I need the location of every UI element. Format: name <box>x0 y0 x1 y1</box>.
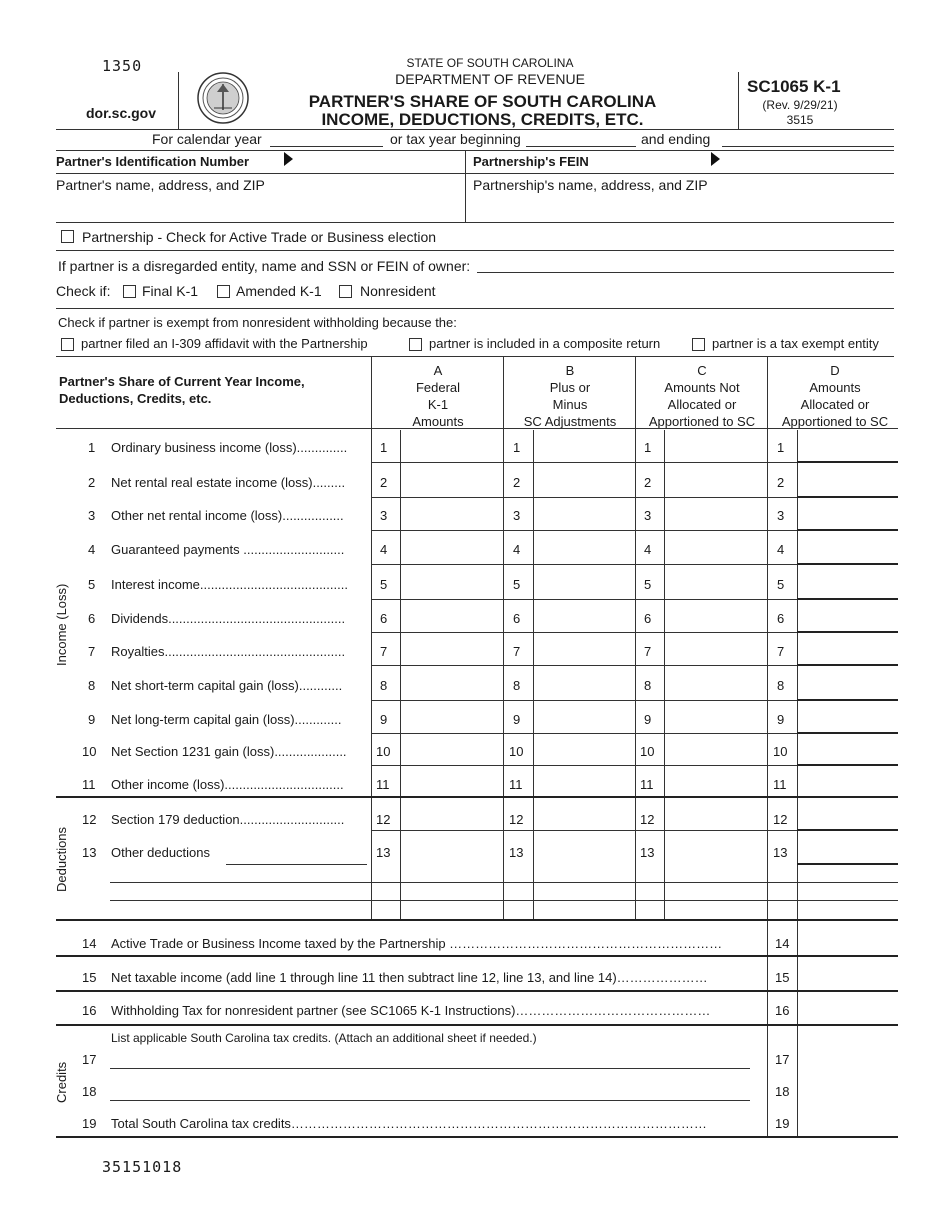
line-13-col-c-amount-field[interactable] <box>667 837 765 865</box>
line-9-label: Net long-term capital gain (loss)............. <box>111 712 342 727</box>
website: dor.sc.gov <box>86 105 157 121</box>
column-d-line2: Allocated or <box>800 397 870 412</box>
column-b-line1: Plus or <box>549 380 591 395</box>
line-7-number: 7 <box>88 644 96 659</box>
partner-id-field[interactable] <box>300 152 460 170</box>
line-2-col-a-box-number: 2 <box>380 475 388 490</box>
column-b-number-divider <box>533 430 534 920</box>
exempt-label: Check if partner is exempt from nonresident withholding because the: <box>58 315 457 330</box>
column-d-row-rule <box>797 529 898 531</box>
line-11-col-d-amount-field[interactable] <box>800 769 898 797</box>
partner-name-label: Partner's name, address, and ZIP <box>56 177 265 193</box>
line-12-col-a-amount-field[interactable] <box>403 804 501 832</box>
disregarded-owner-field[interactable] <box>477 272 894 273</box>
id-section-bottom-rule <box>56 222 894 223</box>
line-5-col-d-amount-field[interactable] <box>800 569 898 597</box>
line-3-col-d-box-number: 3 <box>777 508 785 523</box>
column-c-number-divider <box>664 430 665 920</box>
line-11-label: Other income (loss)................................. <box>111 777 344 792</box>
column-a-line2: K-1 <box>427 397 449 412</box>
line-13-number: 13 <box>82 845 97 860</box>
line-13-col-d-box-number: 13 <box>773 845 788 860</box>
line-14-label: Active Trade or Business Income taxed by the Partnership ……………………………………………………… <box>111 936 723 951</box>
line-18-number: 18 <box>82 1084 97 1099</box>
share-label-line1: Partner's Share of Current Year Income, <box>59 374 305 389</box>
line-19-label: Total South Carolina tax credits…………………………………………………………………………………… <box>111 1116 707 1131</box>
line-16-amount-field[interactable] <box>800 994 896 1022</box>
line-4-label: Guaranteed payments ............................ <box>111 542 345 557</box>
line-4-col-a-box-number: 4 <box>380 542 388 557</box>
line-12-col-c-box-number: 12 <box>640 812 655 827</box>
line-18-credit-description-field[interactable] <box>110 1100 750 1101</box>
partner-id-label: Partner's Identification Number <box>56 154 250 169</box>
column-a-letter: A <box>433 363 443 378</box>
column-a-header <box>372 362 504 430</box>
line-5-col-a-box-number: 5 <box>380 577 388 592</box>
form-id: SC1065 K-1 <box>747 77 841 96</box>
credits-instruction: List applicable South Carolina tax credits. (Attach an additional sheet if needed.) <box>111 1031 537 1045</box>
table-top-rule <box>56 356 894 357</box>
column-c-line2: Allocated or <box>667 397 737 412</box>
calendar-year-label: For calendar year <box>152 131 262 147</box>
line-7-col-d-box-number: 7 <box>777 644 785 659</box>
line-6-col-d-amount-field[interactable] <box>800 603 898 631</box>
line-11-col-b-amount-field[interactable] <box>536 769 634 797</box>
line-12-col-b-box-number: 12 <box>509 812 524 827</box>
header-divider-right <box>738 72 739 129</box>
line-13-col-a-amount-field[interactable] <box>403 837 501 865</box>
line-6-col-d-box-number: 6 <box>777 611 785 626</box>
deduction-extra-line-2[interactable] <box>110 900 898 901</box>
column-b-line3: SC Adjustments <box>523 414 617 429</box>
line-8-col-d-box-number: 8 <box>777 678 785 693</box>
department-name: DEPARTMENT OF REVENUE <box>395 71 585 87</box>
line-2-col-d-box-number: 2 <box>777 475 785 490</box>
line-10-col-b-amount-field[interactable] <box>536 736 634 764</box>
line-9-col-b-amount-field[interactable] <box>536 704 634 732</box>
line-18-box-number: 18 <box>775 1084 790 1099</box>
line-5-number: 5 <box>88 577 96 592</box>
line-6-col-a-amount-field[interactable] <box>403 603 501 631</box>
amended-k1-label: Amended K-1 <box>236 283 322 299</box>
line-9-col-d-amount-field[interactable] <box>800 704 898 732</box>
form-number: 3515 <box>786 113 814 127</box>
line-11-col-d-box-number: 11 <box>773 777 787 792</box>
line-14-box-number: 14 <box>775 936 790 951</box>
column-c-line1: Amounts Not <box>664 380 740 395</box>
line-3-col-d-amount-field[interactable] <box>800 500 898 528</box>
exempt-tax-exempt-label: partner is a tax exempt entity <box>712 336 879 351</box>
line-12-number: 12 <box>82 812 97 827</box>
line-19-box-number: 19 <box>775 1116 790 1131</box>
line-5-label: Interest income......................................... <box>111 577 348 592</box>
lower-amount-left-border <box>767 921 768 1137</box>
nonresident-label: Nonresident <box>360 283 436 299</box>
line-9-col-c-box-number: 9 <box>644 712 652 727</box>
line-10-col-a-amount-field[interactable] <box>403 736 501 764</box>
line-1-label: Ordinary business income (loss).............. <box>111 440 348 455</box>
line-9-col-a-amount-field[interactable] <box>403 704 501 732</box>
column-b-left-border <box>503 356 504 920</box>
line-7-label: Royalties.................................................. <box>111 644 346 659</box>
column-d-row-rule <box>797 563 898 565</box>
line-8-col-c-box-number: 8 <box>644 678 652 693</box>
line-14-number: 14 <box>82 936 97 951</box>
id-section-divider <box>465 150 466 222</box>
line-1-col-d-amount-field[interactable] <box>800 432 898 460</box>
line-2-col-d-amount-field[interactable] <box>800 467 898 495</box>
column-d-row-rule <box>797 829 898 831</box>
credits-section-label: Credits <box>54 1061 69 1103</box>
line-3-col-b-box-number: 3 <box>513 508 521 523</box>
revision: (Rev. 9/29/21) <box>762 98 838 112</box>
line-4-col-c-box-number: 4 <box>644 542 652 557</box>
other-deductions-description-field[interactable] <box>226 864 367 865</box>
line-4-col-a-amount-field[interactable] <box>403 534 501 562</box>
line-10-col-a-box-number: 10 <box>376 744 391 759</box>
line-2-col-a-amount-field[interactable] <box>403 467 501 495</box>
line-12-col-b-amount-field[interactable] <box>536 804 634 832</box>
line-9-col-c-amount-field[interactable] <box>667 704 765 732</box>
line-17-credit-description-field[interactable] <box>110 1068 750 1069</box>
line-12-col-d-box-number: 12 <box>773 812 788 827</box>
line-10-col-c-amount-field[interactable] <box>667 736 765 764</box>
line-5-col-c-amount-field[interactable] <box>667 569 765 597</box>
line-7-col-b-box-number: 7 <box>513 644 521 659</box>
line-9-col-b-box-number: 9 <box>513 712 521 727</box>
line-16-number: 16 <box>82 1003 97 1018</box>
line-8-number: 8 <box>88 678 96 693</box>
line-13-col-b-box-number: 13 <box>509 845 524 860</box>
line-13-col-b-amount-field[interactable] <box>536 837 634 865</box>
state-seal-icon <box>194 72 252 124</box>
line-11-col-a-box-number: 11 <box>376 777 390 792</box>
column-d-row-rule <box>797 732 898 734</box>
line-2-col-c-box-number: 2 <box>644 475 652 490</box>
column-d-row-rule <box>797 598 898 600</box>
line-5-col-c-box-number: 5 <box>644 577 652 592</box>
line-1-col-a-box-number: 1 <box>380 440 388 455</box>
line-7-col-c-amount-field[interactable] <box>667 636 765 664</box>
line-10-col-d-amount-field[interactable] <box>800 736 898 764</box>
partnership-fein-field[interactable] <box>725 152 890 170</box>
line-2-col-b-amount-field[interactable] <box>536 467 634 495</box>
barcode-text: 35151018 <box>102 1158 183 1176</box>
column-d-line1: Amounts <box>809 380 861 395</box>
check-rule-1 <box>56 250 894 251</box>
header-divider-left <box>178 72 179 129</box>
line-9-number: 9 <box>88 712 96 727</box>
line-19-number: 19 <box>82 1116 97 1131</box>
line-5-col-a-amount-field[interactable] <box>403 569 501 597</box>
exempt-composite-checkbox[interactable] <box>409 338 422 351</box>
line-16-label: Withholding Tax for nonresident partner (see SC1065 K-1 Instructions)……………………………………… <box>111 1003 711 1018</box>
column-d-number-divider <box>797 430 798 920</box>
line-1-col-c-amount-field[interactable] <box>667 432 765 460</box>
line-12-col-d-amount-field[interactable] <box>800 804 898 832</box>
arrow-right-icon <box>711 152 720 166</box>
form-code-top: 1350 <box>102 57 143 75</box>
final-k1-checkbox[interactable] <box>123 285 136 298</box>
line-6-col-b-box-number: 6 <box>513 611 521 626</box>
line-8-col-d-amount-field[interactable] <box>800 670 898 698</box>
line-17-number: 17 <box>82 1052 97 1067</box>
tax-year-begin-field[interactable] <box>526 146 636 147</box>
table-header-rule <box>56 428 898 429</box>
line-3-col-c-box-number: 3 <box>644 508 652 523</box>
line-8-col-c-amount-field[interactable] <box>667 670 765 698</box>
exempt-i309-checkbox[interactable] <box>61 338 74 351</box>
line-4-number: 4 <box>88 542 96 557</box>
line-7-col-a-box-number: 7 <box>380 644 388 659</box>
line-8-col-b-box-number: 8 <box>513 678 521 693</box>
line-15-box-number: 15 <box>775 970 790 985</box>
exempt-composite-label: partner is included in a composite return <box>429 336 661 351</box>
check-rule-2 <box>56 308 894 309</box>
line-8-col-a-box-number: 8 <box>380 678 388 693</box>
line-8-col-b-amount-field[interactable] <box>536 670 634 698</box>
line-11-col-c-amount-field[interactable] <box>667 769 765 797</box>
check-if-label: Check if: <box>56 283 111 299</box>
column-a-line3: Amounts <box>412 414 464 429</box>
calendar-year-field[interactable] <box>270 146 383 147</box>
line-17-amount-field[interactable] <box>800 1045 896 1071</box>
line-1-number: 1 <box>88 440 96 455</box>
line-13-col-c-box-number: 13 <box>640 845 655 860</box>
line-6-col-a-box-number: 6 <box>380 611 388 626</box>
line-3-col-b-amount-field[interactable] <box>536 500 634 528</box>
column-a-number-divider <box>400 430 401 920</box>
line-8-col-a-amount-field[interactable] <box>403 670 501 698</box>
line-2-col-b-box-number: 2 <box>513 475 521 490</box>
line-13-col-a-box-number: 13 <box>376 845 391 860</box>
line-4-col-b-amount-field[interactable] <box>536 534 634 562</box>
line-1-col-c-box-number: 1 <box>644 440 652 455</box>
id-row-rule <box>56 173 894 174</box>
partnership-name-label: Partnership's name, address, and ZIP <box>473 177 708 193</box>
active-trade-checkbox[interactable] <box>61 230 74 243</box>
column-d-row-rule <box>797 664 898 666</box>
line-13-label: Other deductions <box>111 845 211 860</box>
line-5-col-b-amount-field[interactable] <box>536 569 634 597</box>
column-d-row-rule <box>797 461 898 463</box>
column-c-header <box>636 362 768 430</box>
line-7-col-c-box-number: 7 <box>644 644 652 659</box>
deductions-section-label: Deductions <box>54 826 69 892</box>
column-b-line2: Minus <box>552 397 588 412</box>
line-6-col-c-amount-field[interactable] <box>667 603 765 631</box>
line-18-amount-field[interactable] <box>800 1077 896 1103</box>
exempt-i309-label: partner filed an I-309 affidavit with the Partnership <box>81 336 368 351</box>
final-k1-label: Final K-1 <box>142 283 199 299</box>
line-11-number: 11 <box>82 777 96 792</box>
line-1-col-d-box-number: 1 <box>777 440 785 455</box>
column-d-row-rule <box>797 496 898 498</box>
line-12-col-a-box-number: 12 <box>376 812 391 827</box>
column-b-letter: B <box>565 363 575 378</box>
line-3-number: 3 <box>88 508 96 523</box>
line-14-rule <box>56 955 898 957</box>
exempt-tax-exempt-checkbox[interactable] <box>692 338 705 351</box>
line-11-col-a-amount-field[interactable] <box>403 769 501 797</box>
column-c-left-border <box>635 356 636 920</box>
arrow-right-icon <box>284 152 293 166</box>
line-15-rule <box>56 990 898 992</box>
line-2-col-c-amount-field[interactable] <box>667 467 765 495</box>
line-19-amount-field[interactable] <box>800 1109 896 1135</box>
amended-k1-checkbox[interactable] <box>217 285 230 298</box>
line-1-col-b-amount-field[interactable] <box>536 432 634 460</box>
column-d-row-rule <box>797 699 898 701</box>
column-d-line3: Apportioned to SC <box>781 414 889 429</box>
line-6-number: 6 <box>88 611 96 626</box>
tax-year-ending-label: and ending <box>641 131 711 147</box>
line-12-label: Section 179 deduction............................. <box>111 812 345 827</box>
line-7-col-d-amount-field[interactable] <box>800 636 898 664</box>
line-6-label: Dividends................................................. <box>111 611 346 626</box>
line-16-rule <box>56 1024 898 1026</box>
line-14-amount-field[interactable] <box>800 925 896 953</box>
column-d-row-rule <box>797 764 898 766</box>
line-5-col-d-box-number: 5 <box>777 577 785 592</box>
active-trade-label: Partnership - Check for Active Trade or Business election <box>82 229 437 245</box>
deductions-section-bottom-rule <box>56 919 898 921</box>
line-10-col-d-box-number: 10 <box>773 744 788 759</box>
line-1-col-b-box-number: 1 <box>513 440 521 455</box>
column-c-line3: Apportioned to SC <box>648 414 756 429</box>
line-10-number: 10 <box>82 744 97 759</box>
state-name: STATE OF SOUTH CAROLINA <box>406 56 574 70</box>
share-label-line2: Deductions, Credits, etc. <box>59 391 212 406</box>
line-3-label: Other net rental income (loss)................. <box>111 508 344 523</box>
line-15-amount-field[interactable] <box>800 959 896 987</box>
line-4-col-b-box-number: 4 <box>513 542 521 557</box>
line-16-box-number: 16 <box>775 1003 790 1018</box>
line-7-col-b-amount-field[interactable] <box>536 636 634 664</box>
partnership-fein-label: Partnership's FEIN <box>473 154 589 169</box>
line-3-col-c-amount-field[interactable] <box>667 500 765 528</box>
line-10-label: Net Section 1231 gain (loss).................... <box>111 744 347 759</box>
id-section-top-rule <box>56 150 894 151</box>
partner-name-field[interactable] <box>56 195 461 220</box>
column-d-left-border <box>767 356 768 920</box>
line-11-col-c-box-number: 11 <box>640 777 654 792</box>
disregarded-label: If partner is a disregarded entity, name and SSN or FEIN of owner: <box>58 258 471 274</box>
partnership-name-field[interactable] <box>473 195 891 220</box>
line-10-col-b-box-number: 10 <box>509 744 524 759</box>
line-8-label: Net short-term capital gain (loss)............ <box>111 678 343 693</box>
line-12-col-c-amount-field[interactable] <box>667 804 765 832</box>
line-4-col-d-amount-field[interactable] <box>800 534 898 562</box>
header-rule <box>56 129 894 130</box>
line-13-col-d-amount-field[interactable] <box>800 837 898 865</box>
line-6-col-c-box-number: 6 <box>644 611 652 626</box>
lower-number-divider <box>797 921 798 1137</box>
line-9-col-a-box-number: 9 <box>380 712 388 727</box>
column-a-line1: Federal <box>415 380 461 395</box>
line-17-box-number: 17 <box>775 1052 790 1067</box>
line-2-number: 2 <box>88 475 96 490</box>
line-15-label: Net taxable income (add line 1 through line 11 then subtract line 12, line 13, and line 14)………………… <box>111 970 708 985</box>
line-9-col-d-box-number: 9 <box>777 712 785 727</box>
column-d-row-rule <box>797 631 898 633</box>
line-3-col-a-box-number: 3 <box>380 508 388 523</box>
column-d-letter: D <box>830 363 840 378</box>
column-b-header <box>504 362 636 430</box>
line-6-col-b-amount-field[interactable] <box>536 603 634 631</box>
income-section-bottom-rule <box>56 796 898 798</box>
form-title-line2: INCOME, DEDUCTIONS, CREDITS, ETC. <box>321 110 644 129</box>
line-5-col-b-box-number: 5 <box>513 577 521 592</box>
line-11-col-b-box-number: 11 <box>509 777 523 792</box>
column-d-row-rule <box>797 863 898 865</box>
deduction-extra-line-1[interactable] <box>110 882 898 883</box>
tax-year-ending-field[interactable] <box>722 146 894 147</box>
column-d-header <box>768 362 902 430</box>
nonresident-checkbox[interactable] <box>339 285 352 298</box>
line-10-col-c-box-number: 10 <box>640 744 655 759</box>
line-4-col-d-box-number: 4 <box>777 542 785 557</box>
column-a-left-border <box>371 356 372 920</box>
line-2-label: Net rental real estate income (loss)......... <box>111 475 346 490</box>
line-3-col-a-amount-field[interactable] <box>403 500 501 528</box>
column-c-letter: C <box>697 363 707 378</box>
line-1-col-a-amount-field[interactable] <box>403 432 501 460</box>
line-15-number: 15 <box>82 970 97 985</box>
tax-year-begin-label: or tax year beginning <box>390 131 521 147</box>
form-title-line1: PARTNER'S SHARE OF SOUTH CAROLINA <box>308 92 657 111</box>
line-7-col-a-amount-field[interactable] <box>403 636 501 664</box>
credits-bottom-rule <box>56 1136 898 1138</box>
income-section-label: Income (Loss) <box>54 583 69 666</box>
line-4-col-c-amount-field[interactable] <box>667 534 765 562</box>
